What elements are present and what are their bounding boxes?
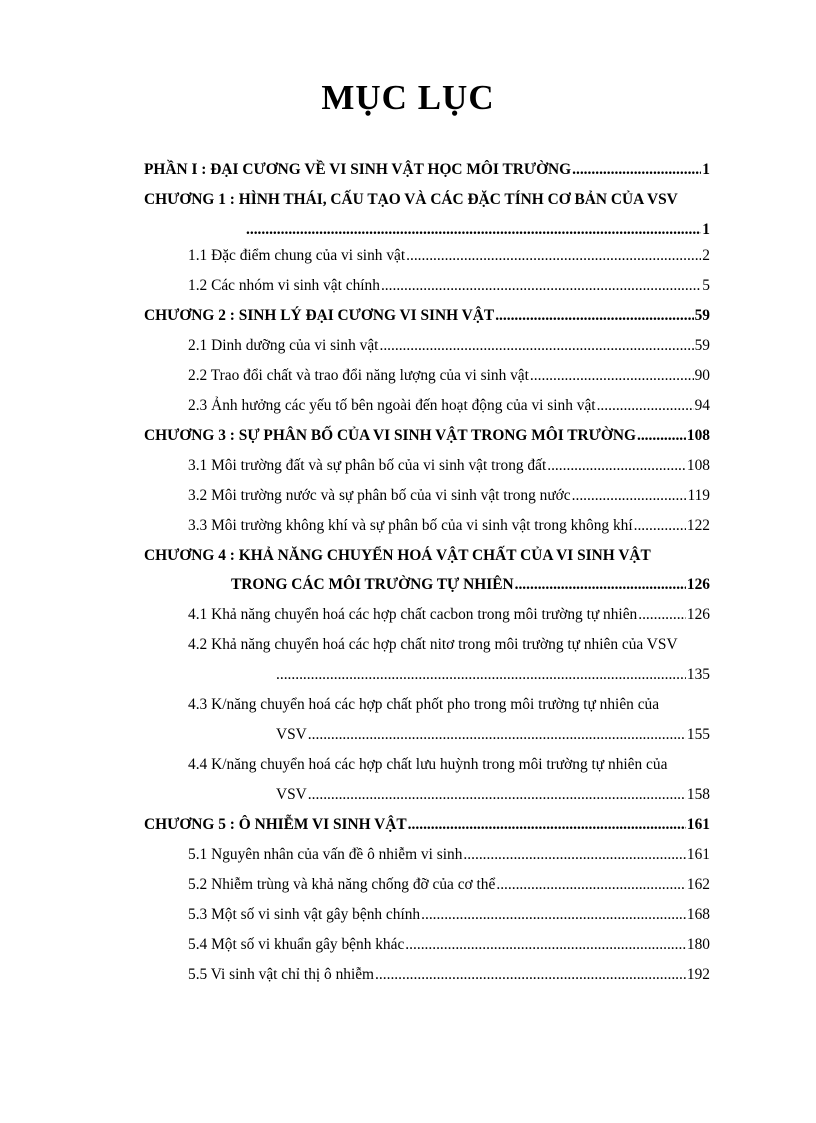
toc-section-5-3[interactable] bbox=[188, 905, 710, 925]
toc-chapter-1[interactable] bbox=[144, 190, 710, 240]
toc-page-number: 122 bbox=[686, 517, 710, 534]
toc-page-number: 161 bbox=[686, 846, 710, 863]
toc-section-1-1[interactable] bbox=[188, 246, 710, 266]
toc-page-number: 119 bbox=[687, 487, 710, 504]
toc-entry-text: 3.2 Môi trường nước và sự phân bố của vi sinh vật trong nước bbox=[188, 487, 571, 504]
toc-section-3-1[interactable] bbox=[188, 456, 710, 476]
toc-entry-text: CHƯƠNG 5 : Ô NHIỄM VI SINH VẬT bbox=[144, 816, 407, 833]
toc-entry-text: 5.2 Nhiễm trùng và khả năng chống đỡ của cơ thể bbox=[188, 876, 496, 893]
toc-entry-text: TRONG CÁC MÔI TRƯỜNG TỰ NHIÊN bbox=[231, 576, 514, 593]
toc-section-2-1[interactable] bbox=[188, 336, 710, 356]
toc-entry-text: 1.2 Các nhóm vi sinh vật chính bbox=[188, 277, 380, 294]
toc-page-number: 126 bbox=[686, 576, 710, 593]
toc-entry-text: 4.1 Khả năng chuyển hoá các hợp chất cacbon trong môi trường tự nhiên bbox=[188, 606, 638, 623]
toc-page-number: 168 bbox=[686, 906, 710, 923]
toc-page-number: 180 bbox=[686, 936, 710, 953]
toc-page-number: 94 bbox=[694, 397, 710, 414]
toc-page-number: 59 bbox=[694, 307, 710, 324]
toc-page-number: 108 bbox=[686, 457, 710, 474]
toc-page-number: 2 bbox=[702, 247, 710, 264]
toc-chapter-3[interactable] bbox=[144, 426, 710, 446]
toc-section-3-3[interactable] bbox=[188, 516, 710, 536]
toc-page-number: 90 bbox=[694, 367, 710, 384]
toc-section-1-2[interactable] bbox=[188, 276, 710, 296]
toc-part-1[interactable] bbox=[144, 160, 710, 180]
toc-entry-text: 5.3 Một số vi sinh vật gây bệnh chính bbox=[188, 906, 421, 923]
toc-section-4-4[interactable] bbox=[188, 755, 710, 805]
toc-section-5-1[interactable] bbox=[188, 845, 710, 865]
page-title: MỤC LỤC bbox=[321, 78, 495, 117]
toc-entry-text: 4.3 K/năng chuyển hoá các hợp chất phốt pho trong môi trường tự nhiên của bbox=[188, 696, 660, 713]
toc-entry-text: PHẦN I : ĐẠI CƯƠNG VỀ VI SINH VẬT HỌC MÔI TRƯỜNG bbox=[144, 161, 572, 178]
toc-page-number: 161 bbox=[686, 816, 710, 833]
toc-page-number: 158 bbox=[686, 786, 710, 803]
toc-page-number: 126 bbox=[686, 606, 710, 623]
toc-entry-text: 5.5 Vi sinh vật chỉ thị ô nhiễm bbox=[188, 966, 375, 983]
toc-section-2-3[interactable] bbox=[188, 396, 710, 416]
toc-section-2-2[interactable] bbox=[188, 366, 710, 386]
toc-section-4-3[interactable] bbox=[188, 695, 710, 745]
toc-entry-text: 3.1 Môi trường đất và sự phân bố của vi sinh vật trong đất bbox=[188, 457, 547, 474]
toc-page-number: 192 bbox=[686, 966, 710, 983]
toc-entry-text: 4.2 Khả năng chuyển hoá các hợp chất nitơ trong môi trường tự nhiên của VSV bbox=[188, 636, 678, 653]
toc-entry-text: 2.3 Ảnh hưởng các yếu tố bên ngoài đến hoạt động của vi sinh vật bbox=[188, 397, 596, 414]
toc-page-number: 1 bbox=[702, 221, 710, 238]
toc-section-4-1[interactable] bbox=[188, 605, 710, 625]
toc-entry-text: 2.2 Trao đổi chất và trao đổi năng lượng của vi sinh vật bbox=[188, 367, 529, 384]
toc-entry-text: 5.1 Nguyên nhân của vấn đề ô nhiễm vi sinh bbox=[188, 846, 463, 863]
toc-page-number: 59 bbox=[694, 337, 710, 354]
toc-page-number: 162 bbox=[686, 876, 710, 893]
toc-entry-text: 2.1 Dinh dưỡng của vi sinh vật bbox=[188, 337, 379, 354]
toc-page-number: 155 bbox=[686, 726, 710, 743]
toc-chapter-2[interactable] bbox=[144, 306, 710, 326]
toc-section-3-2[interactable] bbox=[188, 486, 710, 506]
toc-section-5-4[interactable] bbox=[188, 935, 710, 955]
toc-entry-text: 1.1 Đặc điểm chung của vi sinh vật bbox=[188, 247, 406, 264]
toc-page-number: 5 bbox=[702, 277, 710, 294]
toc-page-number: 1 bbox=[702, 161, 710, 178]
toc-chapter-5[interactable] bbox=[144, 815, 710, 835]
toc-page-number: 135 bbox=[686, 666, 710, 683]
toc-chapter-4[interactable] bbox=[144, 546, 710, 595]
toc-entry-text: CHƯƠNG 1 : HÌNH THÁI, CẤU TẠO VÀ CÁC ĐẶC TÍNH CƠ BẢN CỦA VSV bbox=[144, 191, 678, 208]
toc-entry-text: CHƯƠNG 4 : KHẢ NĂNG CHUYỂN HOÁ VẬT CHẤT CỦA VI SINH VẬT bbox=[144, 547, 651, 564]
toc-entry-text: VSV bbox=[276, 726, 307, 743]
toc-entry-text: 5.4 Một số vi khuẩn gây bệnh khác bbox=[188, 936, 405, 953]
toc-section-5-5[interactable] bbox=[188, 965, 710, 985]
toc-entry-text: CHƯƠNG 2 : SINH LÝ ĐẠI CƯƠNG VI SINH VẬT bbox=[144, 307, 495, 324]
toc-section-5-2[interactable] bbox=[188, 875, 710, 895]
toc-page-number: 108 bbox=[686, 427, 710, 444]
toc-entry-text: CHƯƠNG 3 : SỰ PHÂN BỐ CỦA VI SINH VẬT TRONG MÔI TRƯỜNG bbox=[144, 427, 636, 444]
toc-entry-text: VSV bbox=[276, 786, 307, 803]
toc-section-4-2[interactable] bbox=[188, 635, 710, 685]
toc-entry-text: 4.4 K/năng chuyển hoá các hợp chất lưu huỳnh trong môi trường tự nhiên của bbox=[188, 756, 668, 773]
toc-entry-text: 3.3 Môi trường không khí và sự phân bố của vi sinh vật trong không khí bbox=[188, 517, 633, 534]
